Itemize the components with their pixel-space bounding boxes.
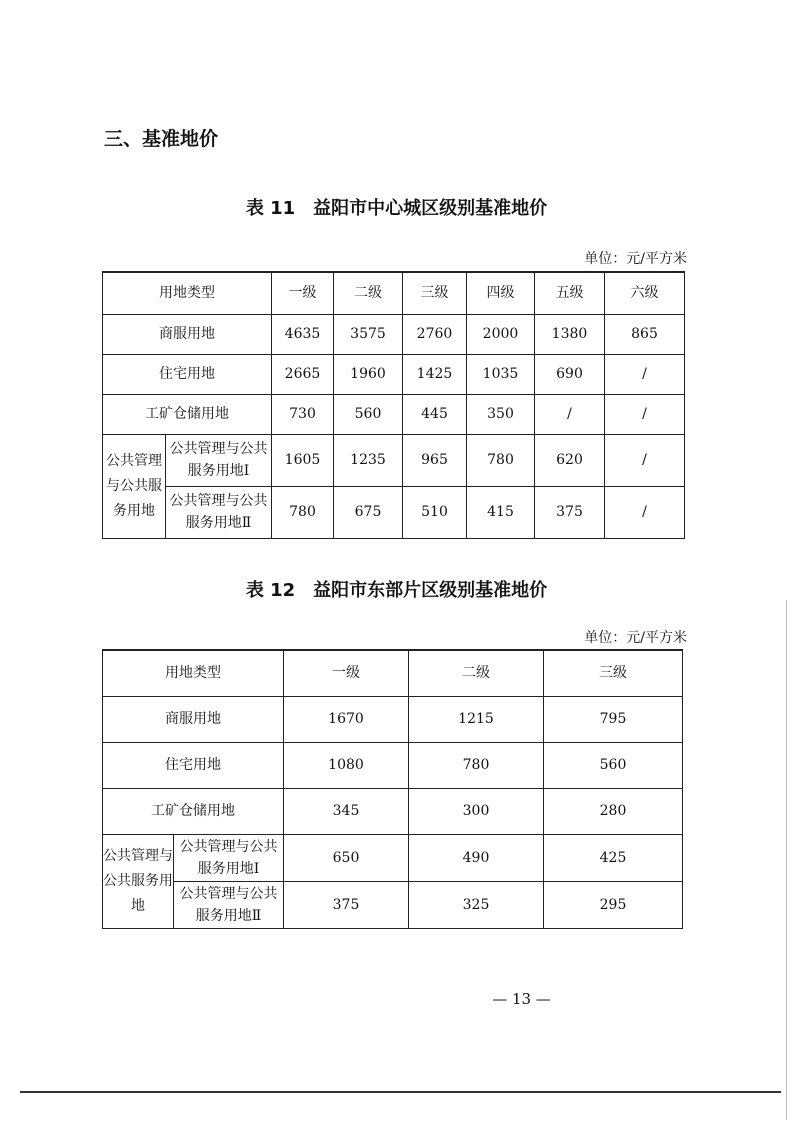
table11-unit: 单位：元/平方米: [584, 251, 687, 267]
cell-value: 375: [284, 881, 409, 928]
cell-value: 300: [409, 788, 544, 834]
cell-value: 1960: [334, 354, 403, 394]
table-row: [103, 834, 683, 881]
table-row: [103, 314, 685, 354]
cell-value: 650: [284, 834, 409, 881]
cell-value: /: [605, 434, 685, 486]
table-row: [103, 742, 683, 788]
table-row: [103, 434, 685, 486]
page-number: — 13 —: [492, 990, 551, 1008]
row-label: 公共管理与公共服务用地Ⅱ: [166, 486, 272, 538]
cell-value: 1425: [403, 354, 467, 394]
table11-header-row: [103, 272, 685, 314]
cell-value: 345: [284, 788, 409, 834]
row-label: 工矿仓储用地: [103, 788, 284, 834]
cell-value: 325: [409, 881, 544, 928]
cell-value: 490: [409, 834, 544, 881]
table11-header-grade: 二级: [334, 272, 403, 314]
row-label: 公共管理与公共服务用地Ⅰ: [166, 434, 272, 486]
cell-value: 865: [605, 314, 685, 354]
table11-header-type: 用地类型: [103, 272, 272, 314]
cell-value: 730: [272, 394, 334, 434]
table12-header-grade: 三级: [544, 650, 683, 696]
table-row: [103, 881, 683, 928]
row-label: 公共管理与公共服务用地Ⅱ: [174, 881, 284, 928]
cell-value: 560: [334, 394, 403, 434]
cell-value: /: [605, 486, 685, 538]
cell-value: /: [535, 394, 605, 434]
row-label: 商服用地: [103, 696, 284, 742]
cell-value: 510: [403, 486, 467, 538]
cell-value: 1215: [409, 696, 544, 742]
cell-value: 795: [544, 696, 683, 742]
cell-value: 4635: [272, 314, 334, 354]
bottom-rule: [20, 1091, 781, 1093]
row-label: 住宅用地: [103, 742, 284, 788]
section-heading: 三、基准地价: [104, 128, 219, 150]
row-label: 工矿仓储用地: [103, 394, 272, 434]
table11-header-grade: 四级: [467, 272, 535, 314]
cell-value: 1605: [272, 434, 334, 486]
cell-value: 2665: [272, 354, 334, 394]
scan-edge-line: [786, 600, 787, 1120]
cell-value: 1035: [467, 354, 535, 394]
cell-value: 560: [544, 742, 683, 788]
table12-header-grade: 一级: [284, 650, 409, 696]
table11-header-grade: 三级: [403, 272, 467, 314]
cell-value: 2760: [403, 314, 467, 354]
public-category-label: 公共管理与公共服务用地: [103, 434, 166, 538]
table12-header-type: 用地类型: [103, 650, 284, 696]
row-label: 公共管理与公共服务用地Ⅰ: [174, 834, 284, 881]
table12-title: 表 12 益阳市东部片区级别基准地价: [245, 580, 548, 601]
cell-value: 445: [403, 394, 467, 434]
row-label: 住宅用地: [103, 354, 272, 394]
cell-value: 3575: [334, 314, 403, 354]
cell-value: 1380: [535, 314, 605, 354]
cell-value: 280: [544, 788, 683, 834]
table-row: [103, 486, 685, 538]
table-row: [103, 394, 685, 434]
table12-header-grade: 二级: [409, 650, 544, 696]
cell-value: 620: [535, 434, 605, 486]
table-row: [103, 696, 683, 742]
table11-header-grade: 一级: [272, 272, 334, 314]
table-row: [103, 788, 683, 834]
table12-header-row: [103, 650, 683, 696]
cell-value: 965: [403, 434, 467, 486]
cell-value: 780: [272, 486, 334, 538]
cell-value: /: [605, 394, 685, 434]
table11-header-grade: 六级: [605, 272, 685, 314]
cell-value: 425: [544, 834, 683, 881]
cell-value: 780: [467, 434, 535, 486]
cell-value: 1080: [284, 742, 409, 788]
cell-value: 350: [467, 394, 535, 434]
cell-value: 690: [535, 354, 605, 394]
cell-value: 675: [334, 486, 403, 538]
public-category-label: 公共管理与公共服务用地: [103, 834, 174, 928]
table-row: [103, 354, 685, 394]
row-label: 商服用地: [103, 314, 272, 354]
cell-value: 415: [467, 486, 535, 538]
cell-value: 1670: [284, 696, 409, 742]
cell-value: 295: [544, 881, 683, 928]
table11-title: 表 11 益阳市中心城区级别基准地价: [245, 198, 548, 219]
table12: [102, 649, 683, 929]
cell-value: 780: [409, 742, 544, 788]
table12-unit: 单位：元/平方米: [584, 630, 687, 646]
table11: [102, 271, 685, 539]
cell-value: 375: [535, 486, 605, 538]
cell-value: 2000: [467, 314, 535, 354]
cell-value: 1235: [334, 434, 403, 486]
table11-header-grade: 五级: [535, 272, 605, 314]
cell-value: /: [605, 354, 685, 394]
